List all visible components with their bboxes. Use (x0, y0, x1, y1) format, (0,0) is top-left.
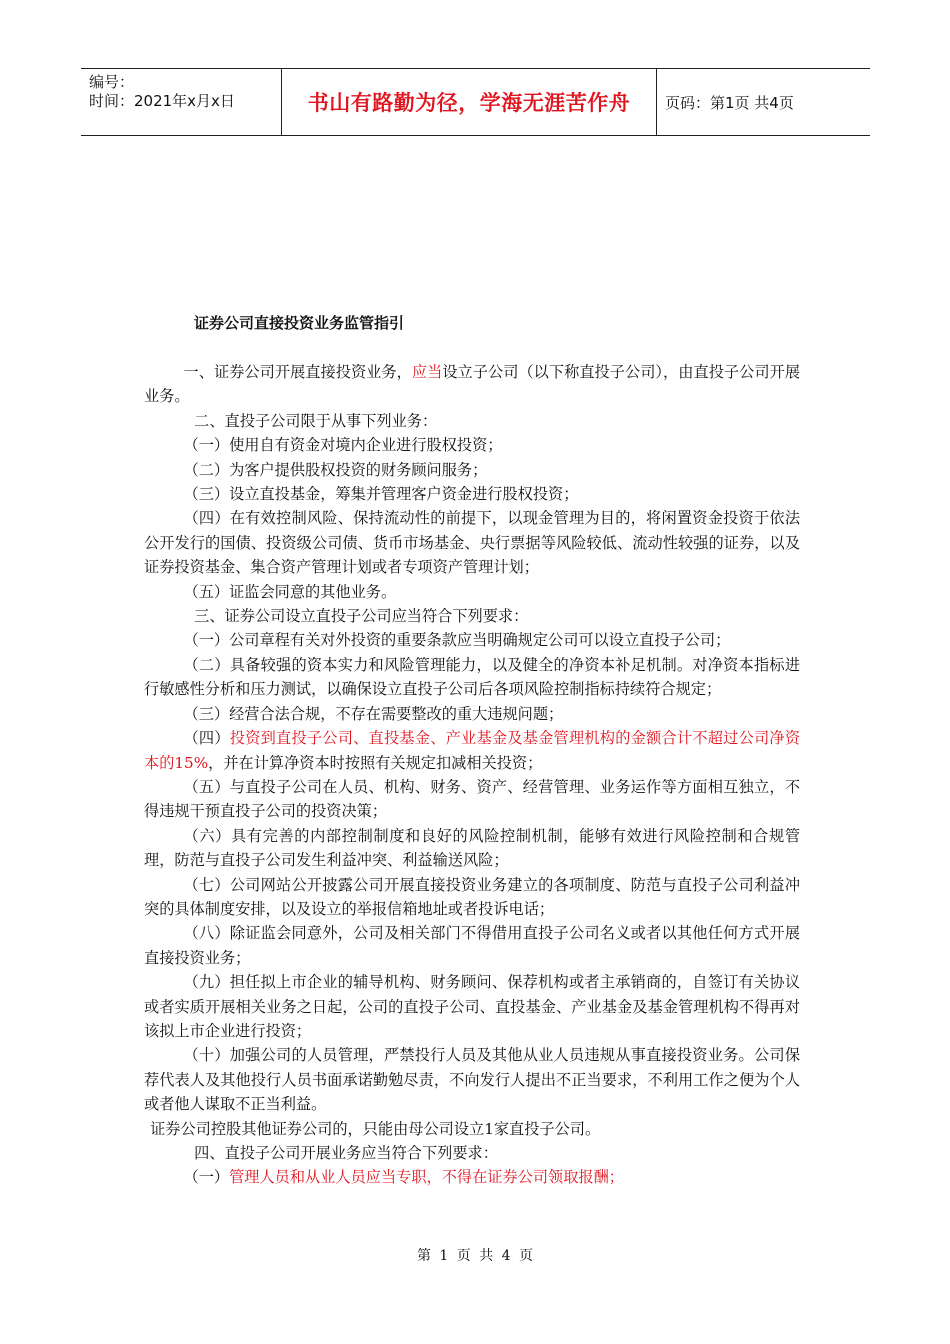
paragraph-text: （二）具备较强的资本实力和风险管理能力，以及健全的净资本补足机制。对净资本指标进行敏感性分析和压力测试，以确保设立直投子公司后各项风险控制指标持续符合规定； (144, 655, 800, 699)
paragraph-text: （六）具有完善的内部控制制度和良好的风险控制机制，能够有效进行风险控制和合规管理，防范与直投子公司发生利益冲突、利益输送风险； (144, 826, 800, 870)
paragraph (144, 873, 800, 922)
date-line: 时间：2021年x月x日 (89, 92, 235, 110)
paragraph-text: （二）为客户提供股权投资的财务顾问服务； (183, 460, 488, 479)
paragraph-text: （一）使用自有资金对境内企业进行股权投资； (183, 436, 503, 455)
paragraph (144, 726, 800, 775)
highlighted-text: 管理人员和从业人员应当专职，不得在证券公司领取报酬； (229, 1168, 624, 1187)
paragraph-text: （三）经营合法合规，不存在需要整改的重大违规问题； (183, 704, 564, 723)
paragraph (144, 482, 800, 506)
paragraph-text: （一） (183, 1168, 230, 1187)
paragraph (144, 604, 800, 628)
paragraph (144, 1165, 800, 1189)
paragraph-text: 一、证券公司开展直接投资业务， (183, 363, 412, 381)
paragraph (144, 458, 800, 482)
highlighted-text: 投资到直投子公司、直投基金、产业基金及基金管理机构的金额合计不超过公司净资本的15% (144, 729, 801, 772)
paragraph-text: 证券公司控股其他证券公司的，只能由母公司设立1家直投子公司。 (150, 1119, 601, 1138)
paragraph-text: 设立子公司（以下称直投子公司），由直投子公司开展业务。 (144, 363, 801, 406)
paragraph (144, 1141, 800, 1165)
paragraph-text: （四）在有效控制风险、保持流动性的前提下，以现金管理为目的，将闲置资金投资于依法公开发行的国债、投资级公司债、货币市场基金、央行票据等风险较低、流动性较强的证券，以及证券投资基金、集合资产管理计划或者专项资产管理计划； (144, 509, 800, 577)
paragraph-text: （五）证监会同意的其他业务。 (183, 582, 397, 601)
paragraph-text: （三）设立直投基金，筹集并管理客户资金进行股权投资； (183, 485, 579, 504)
paragraph (144, 409, 800, 433)
paragraph (144, 433, 800, 457)
paragraph-text: （九）担任拟上市企业的辅导机构、财务顾问、保荐机构或者主承销商的，自签订有关协议或者实质开展相关业务之日起，公司的直投子公司、直投基金、产业基金及基金管理机构不得再对该拟上市企业进行投资； (144, 973, 800, 1040)
header-page-code: 页码：第1页 共4页 (665, 93, 794, 112)
paragraph (144, 775, 800, 824)
paragraph (144, 1043, 800, 1116)
paragraph (144, 824, 800, 873)
paragraph-text: （十）加强公司的人员管理，严禁投行人员及其他从业人员违规从事直接投资业务。公司保荐代表人及其他投行人员书面承诺勤勉尽责，不向发行人提出不正当要求，不利用工作之便为个人或者他人谋取不正当利益。 (144, 1046, 800, 1114)
paragraph (144, 628, 800, 652)
paragraph (144, 921, 800, 970)
paragraph-text: （一）公司章程有关对外投资的重要条款应当明确规定公司可以设立直投子公司； (183, 631, 731, 650)
serial-number-label: 编号： (89, 73, 135, 91)
page-footer: 第 1 页 共 4 页 (416, 1248, 534, 1264)
paragraph (144, 653, 800, 702)
page-header (81, 68, 870, 136)
paragraph-text: （五）与直投子公司在人员、机构、财务、资产、经营管理、业务运作等方面相互独立，不得违规干预直投子公司的投资决策； (144, 777, 800, 821)
paragraph-text: 二、直投子公司限于从事下列业务： (194, 411, 438, 430)
paragraph-text: （四） (183, 729, 230, 748)
paragraph (144, 702, 800, 726)
paragraph (144, 1117, 800, 1141)
paragraph (144, 580, 800, 604)
header-meta-cell (81, 69, 282, 135)
paragraph-text: 三、证券公司设立直投子公司应当符合下列要求： (194, 607, 529, 626)
paragraph-text: （八）除证监会同意外，公司及相关部门不得借用直投子公司名义或者以其他任何方式开展直接投资业务； (144, 924, 800, 967)
document-title: 证券公司直接投资业务监管指引 (194, 314, 405, 332)
header-motto: 书山有路勤为径，学海无涯苦作舟 (282, 69, 657, 135)
paragraph (144, 506, 800, 579)
paragraph (144, 360, 800, 409)
document-body (144, 360, 800, 1190)
paragraph-text: 四、直投子公司开展业务应当符合下列要求： (194, 1144, 498, 1162)
highlighted-text: 应当 (411, 363, 443, 381)
paragraph-text: （七）公司网站公开披露公司开展直接投资业务建立的各项制度、防范与直投子公司利益冲突的具体制度安排，以及设立的举报信箱地址或者投诉电话； (144, 875, 800, 918)
paragraph (144, 970, 800, 1043)
paragraph-text: ，并在计算净资本时按照有关规定扣减相关投资； (208, 753, 543, 772)
